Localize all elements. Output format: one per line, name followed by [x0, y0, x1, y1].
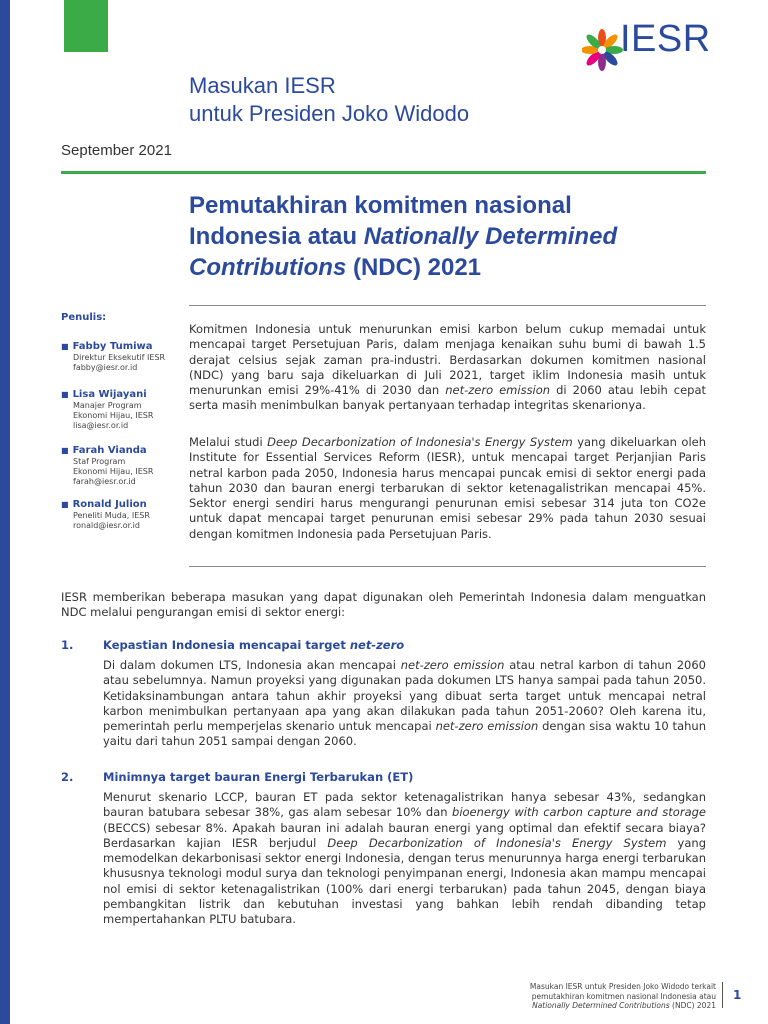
- header-title: [189, 72, 469, 128]
- footer-line-3: (NDC) 2021: [669, 1001, 716, 1010]
- author-name: Ronald Julion: [72, 499, 147, 510]
- author-entry: [61, 444, 181, 487]
- intro-p2-text-a: Melalui studi: [189, 435, 268, 449]
- section-title-italic: net-zero: [349, 638, 405, 652]
- section-title: Minimnya target bauran Energi Terbarukan (ET): [103, 770, 414, 784]
- author-entry: [61, 388, 181, 431]
- intro-p1-text-a: Komitmen Indonesia untuk menurunkan emisi karbon belum cukup memadai untuk mencapai target Persetujuan Paris, dalam menjaga kenaikan suhu bumi di bawah 1.5 derajat celsius sejak zaman pra-industri. Berdasarkan dokumen komitmen nasional (NDC) yang baru saja dikeluarkan di Juli 2021, target iklim Indonesia masih untuk menurunkan emisi 29%-41% di 2030 dan: [189, 322, 706, 398]
- footer-line-3-italic: Nationally Determined Contributions: [532, 1001, 670, 1010]
- title-line-3: (NDC) 2021: [346, 254, 482, 281]
- section-heading-1: [61, 638, 404, 652]
- logo-text: IESR: [620, 18, 711, 60]
- intro-divider: [189, 566, 706, 567]
- page-title: [189, 190, 719, 283]
- author-role: Direktur Eksekutif IESR: [73, 353, 166, 362]
- author-role: Peneliti Muda, IESR: [73, 511, 150, 520]
- top-green-block: [64, 0, 108, 52]
- author-email[interactable]: ronald@iesr.or.id: [73, 521, 140, 530]
- author-email[interactable]: farah@iesr.or.id: [73, 477, 136, 486]
- title-divider: [189, 305, 706, 306]
- section-body-2: [103, 790, 706, 928]
- bullet-icon: ■: [61, 500, 69, 509]
- author-role: Manajer Program: [73, 401, 142, 410]
- header-line-2: untuk Presiden Joko Widodo: [189, 101, 470, 126]
- section-title: Kepastian Indonesia mencapai target: [103, 638, 350, 652]
- intro-p1-text-b: di 2060 atau lebih cepat serta masih menimbulkan banyak pertanyaan terhadap integritas skenarionya.: [189, 383, 706, 413]
- bullet-icon: ■: [61, 390, 69, 399]
- section-italic: net-zero emission: [435, 719, 539, 734]
- author-name: Farah Vianda: [72, 445, 147, 456]
- section-text: yang memodelkan dekarbonisasi sektor energi Indonesia, dengan terus menurunnya harga energi terbarukan khususnya teknologi modul surya dan teknologi penyimpanan energi, Indonesia akan mampu mencapai nol emisi di sektor ketenagalistrikan (100% dari energi terbarukan) pada tahun 2045, dengan biaya pembangkitan listrik dan kebutuhan investasi yang bahkan lebih rendah dibanding tetap mempertahankan PLTU batubara.: [103, 835, 706, 927]
- author-email[interactable]: fabby@iesr.or.id: [73, 363, 138, 372]
- title-line-3-italic: Contributions: [189, 254, 347, 281]
- title-line-2: Indonesia atau: [189, 223, 364, 250]
- bullet-icon: ■: [61, 446, 69, 455]
- author-name: Lisa Wijayani: [72, 389, 147, 400]
- footer-divider: [722, 982, 723, 1008]
- section-italic: Deep Decarbonization of Indonesia's Energy System: [327, 835, 667, 850]
- authors-heading: Penulis:: [61, 312, 107, 323]
- intro-p1-italic: net-zero emission: [445, 383, 551, 398]
- footer-line-2: pemutakhiran komitmen nasional Indonesia atau: [531, 991, 716, 1001]
- author-email[interactable]: lisa@iesr.or.id: [73, 421, 129, 430]
- author-name: Fabby Tumiwa: [72, 341, 153, 352]
- section-text: dengan sisa waktu 10 tahun yaitu dari tahun 2051 sampai dengan 2060.: [103, 719, 706, 749]
- section-italic: net-zero emission: [400, 658, 505, 672]
- green-divider: [61, 171, 706, 174]
- footer-line-1: Masukan IESR untuk Presiden Joko Widodo terkait: [529, 982, 716, 991]
- footer-text: [480, 982, 716, 1011]
- intro-p2-text-b: yang dikeluarkan oleh Institute for Essential Services Reform (IESR), untuk mencapai target Perjanjian Paris netral karbon pada 2050, Indonesia harus mencapai puncak emisi di sektor energi pada tahun 2030 dan bauran energi terbarukan di sektor ketenagalistrikan mencapai 45%. Sektor energi sendiri harus mengurangi penurunan emisi sebesar 314 juta ton CO2e untuk dapat mencapai target penurunan emisi sebesar 29% pada tahun 2030 sesuai dengan komitmen Indonesia pada Persetujuan Paris.: [189, 435, 706, 541]
- section-body-1: [103, 658, 706, 750]
- intro-paragraph-2: [189, 435, 706, 542]
- intro-paragraph-1: [189, 322, 706, 414]
- lead-paragraph: IESR memberikan beberapa masukan yang dapat digunakan oleh Pemerintah Indonesia dalam menguatkan NDC melalui pengurangan emisi di sektor energi:: [61, 590, 706, 620]
- page-number: 1: [733, 988, 742, 1002]
- author-role-2: Ekonomi Hijau, IESR: [73, 467, 154, 476]
- author-role: Staf Program: [73, 457, 126, 466]
- title-line-2-italic: Nationally Determined: [363, 223, 618, 250]
- section-number: 2.: [61, 770, 74, 784]
- title-line-1: Pemutakhiran komitmen nasional: [189, 192, 572, 219]
- author-entry: [61, 498, 181, 531]
- section-text: atau netral karbon di tahun 2060 atau sebelumnya. Namun proyeksi yang digunakan pada dokumen LTS hanya sampai pada tahun 2050. Ketidaksinambungan antara tahun akhir proyeksi yang dibuat serta target untuk mencapai netral karbon menimbulkan pertanyaan apa yang akan dilakukan pada tahun 2051-2060? Oleh karena itu, pemerintah perlu memperjelas skenario untuk mencapai: [103, 658, 706, 734]
- intro-p2-italic: Deep Decarbonization of Indonesia's Energy System: [267, 435, 573, 449]
- author-role-2: Ekonomi Hijau, IESR: [73, 411, 154, 420]
- author-entry: [61, 340, 181, 373]
- section-text: Di dalam dokumen LTS, Indonesia akan mencapai: [103, 658, 401, 672]
- date: September 2021: [61, 142, 172, 159]
- bullet-icon: ■: [61, 342, 69, 351]
- section-text: Menurut skenario LCCP, bauran ET pada sektor ketenagalistrikan hanya sebesar 43%, sedangkan bauran batubara sebesar 38%, gas alam sebesar 10% dan: [103, 790, 706, 820]
- left-blue-strip: [0, 0, 10, 1024]
- section-heading-2: [61, 770, 413, 784]
- section-number: 1.: [61, 638, 74, 652]
- section-text: (BECCS) sebesar 8%. Apakah bauran ini adalah bauran energi yang optimal dan efektif secara biaya? Berdasarkan kajian IESR berjudul: [103, 820, 706, 850]
- section-italic: bioenergy with carbon capture and storage: [452, 805, 706, 820]
- header-line-1: Masukan IESR: [189, 73, 336, 98]
